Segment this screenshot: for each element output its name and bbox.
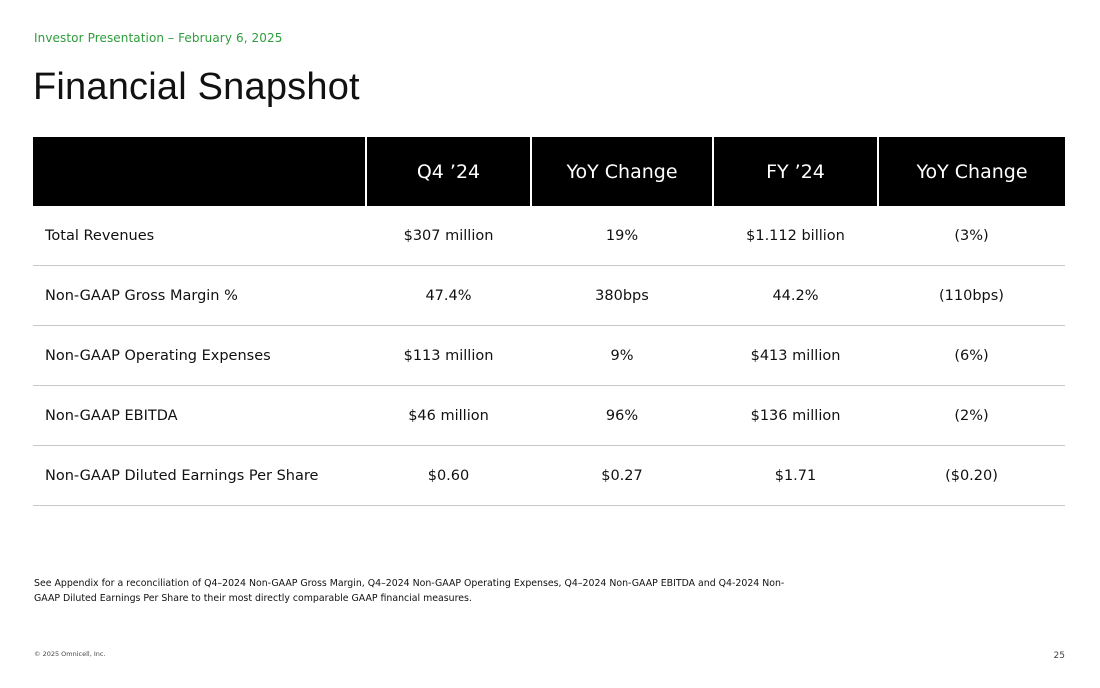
cell-fy-yoy: (2%) xyxy=(878,386,1065,446)
table-row xyxy=(33,206,1065,266)
presentation-subtitle: Investor Presentation – February 6, 2025 xyxy=(34,31,283,45)
cell-q4: $113 million xyxy=(366,326,531,386)
table-row xyxy=(33,326,1065,386)
cell-q4-yoy: 19% xyxy=(531,206,713,266)
cell-fy: $413 million xyxy=(713,326,878,386)
cell-q4: $307 million xyxy=(366,206,531,266)
column-header-fy: FY ’24 xyxy=(713,137,878,206)
row-label: Non-GAAP Diluted Earnings Per Share xyxy=(33,446,366,506)
table-header-row xyxy=(33,137,1065,206)
cell-q4-yoy: 9% xyxy=(531,326,713,386)
copyright-notice: © 2025 Omnicell, Inc. xyxy=(34,650,106,658)
column-header-metric xyxy=(33,137,366,206)
row-label: Non-GAAP Operating Expenses xyxy=(33,326,366,386)
cell-q4: 47.4% xyxy=(366,266,531,326)
table-row xyxy=(33,446,1065,506)
page-title: Financial Snapshot xyxy=(33,66,360,108)
cell-q4-yoy: 96% xyxy=(531,386,713,446)
row-label: Non-GAAP EBITDA xyxy=(33,386,366,446)
column-header-q4: Q4 ’24 xyxy=(366,137,531,206)
cell-fy-yoy: (6%) xyxy=(878,326,1065,386)
cell-fy-yoy: ($0.20) xyxy=(878,446,1065,506)
row-label: Non-GAAP Gross Margin % xyxy=(33,266,366,326)
page-number: 25 xyxy=(1053,651,1065,661)
cell-fy: $1.71 xyxy=(713,446,878,506)
table-row xyxy=(33,266,1065,326)
footnote: See Appendix for a reconciliation of Q4–2024 Non-GAAP Gross Margin, Q4–2024 Non-GAAP Operating Expenses, Q4–2024 Non-GAAP EBITDA and Q4-2024 Non-GAAP Diluted Earnings Per Share to their most directly comparable GAAP financial measures. xyxy=(34,578,785,604)
cell-fy: $1.112 billion xyxy=(713,206,878,266)
column-header-fy-yoy: YoY Change xyxy=(878,137,1065,206)
cell-fy-yoy: (110bps) xyxy=(878,266,1065,326)
column-header-q4-yoy: YoY Change xyxy=(531,137,713,206)
row-label: Total Revenues xyxy=(33,206,366,266)
cell-fy-yoy: (3%) xyxy=(878,206,1065,266)
table-row xyxy=(33,386,1065,446)
cell-q4-yoy: $0.27 xyxy=(531,446,713,506)
cell-q4: $0.60 xyxy=(366,446,531,506)
financial-table-container xyxy=(33,137,1065,506)
cell-fy: 44.2% xyxy=(713,266,878,326)
cell-fy: $136 million xyxy=(713,386,878,446)
financial-snapshot-table xyxy=(33,137,1065,506)
cell-q4-yoy: 380bps xyxy=(531,266,713,326)
cell-q4: $46 million xyxy=(366,386,531,446)
